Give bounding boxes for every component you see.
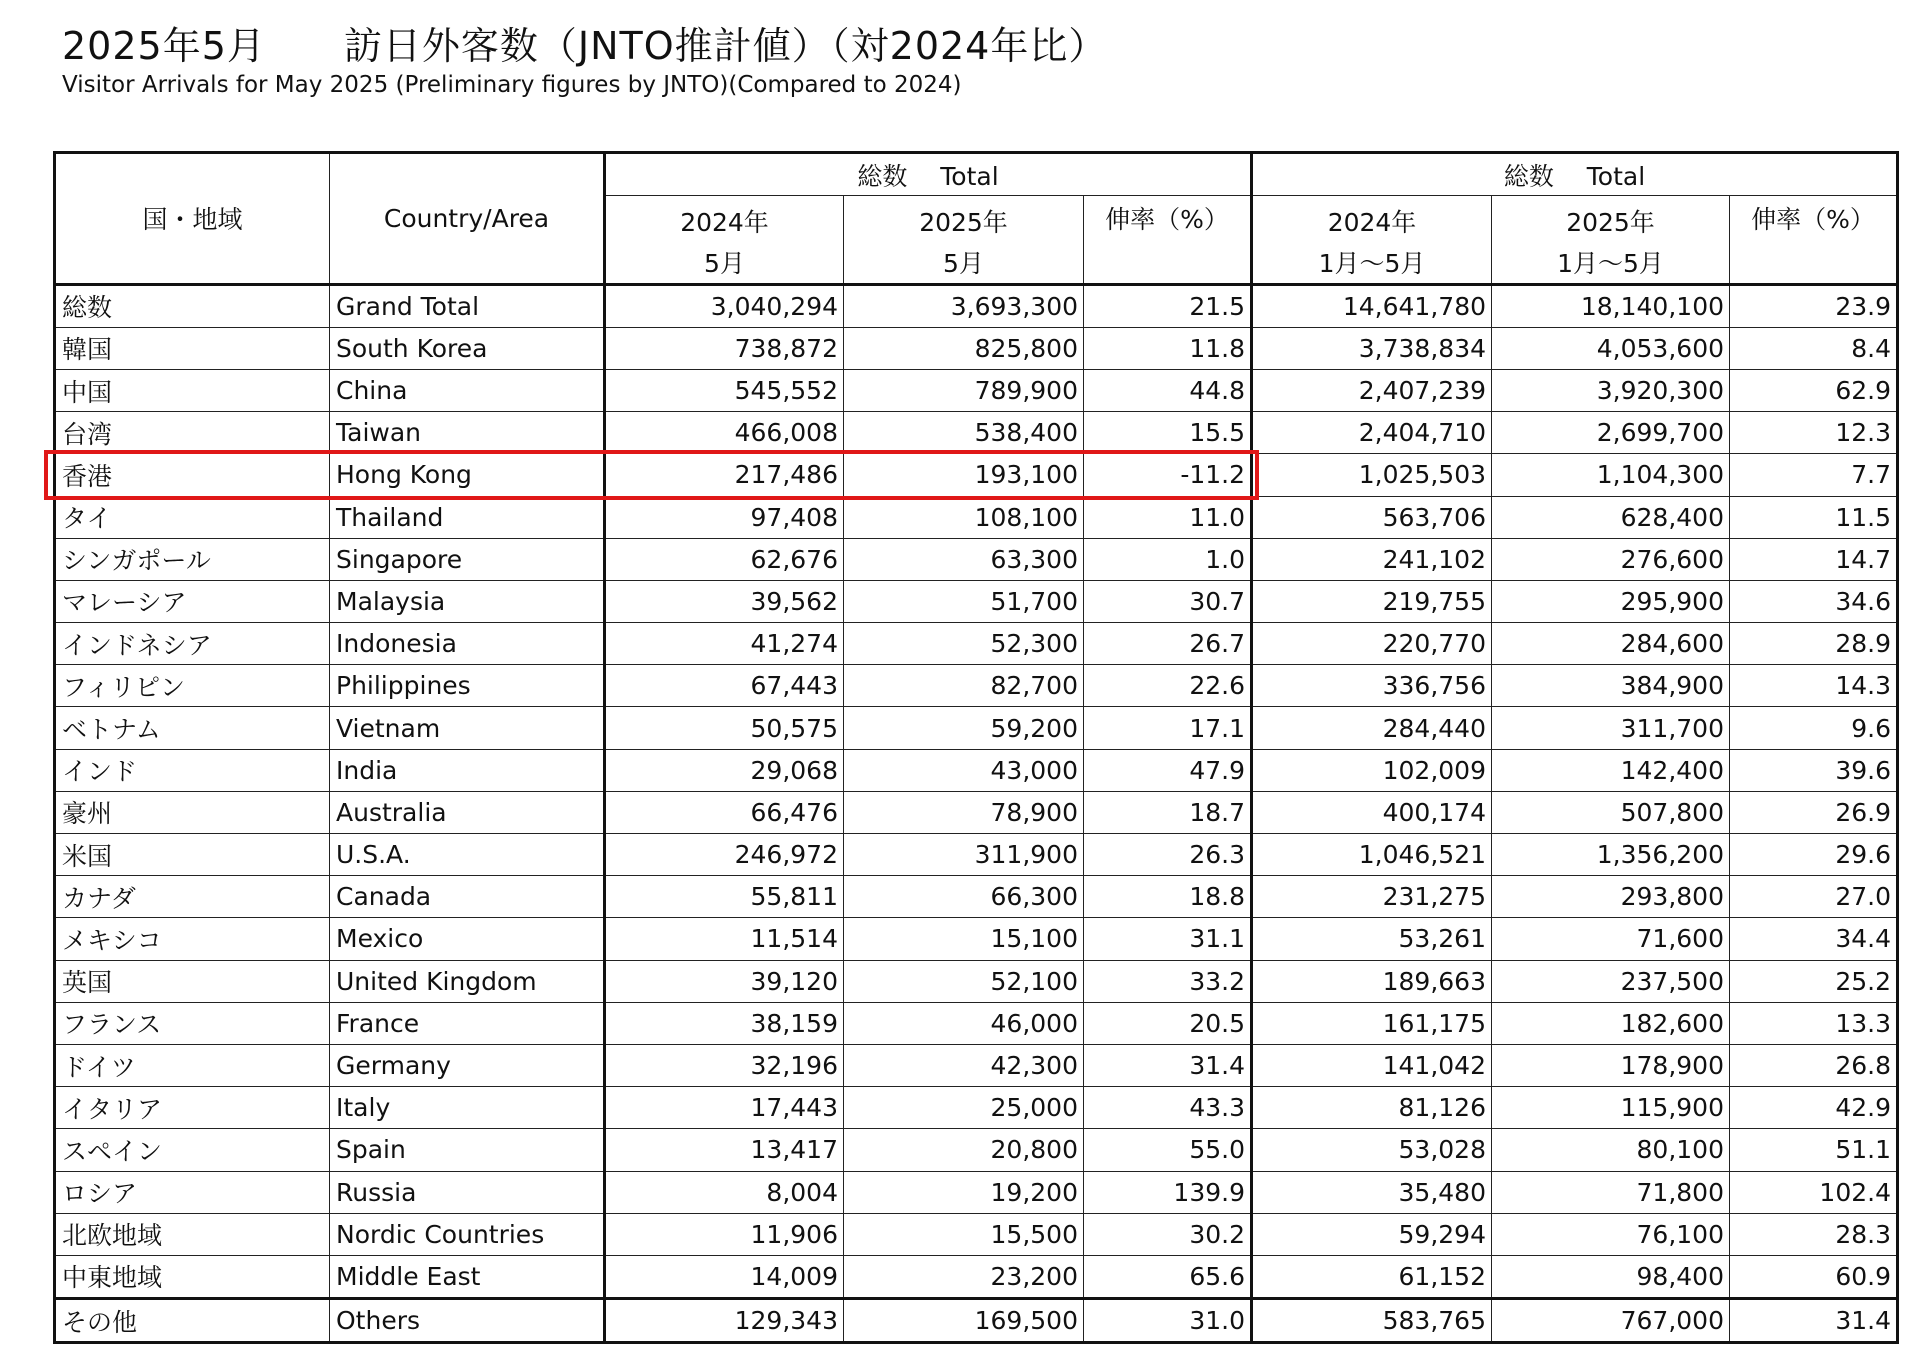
growth-ytd-cell: 13.3 xyxy=(1730,1002,1898,1044)
growth-ytd-cell: 14.3 xyxy=(1730,665,1898,707)
ytd-2024-cell: 189,663 xyxy=(1252,960,1492,1002)
ytd-2025-cell: 80,100 xyxy=(1492,1129,1730,1171)
ytd-2025-cell: 384,900 xyxy=(1492,665,1730,707)
header-ytd-2024-range: 1月～5月 xyxy=(1252,241,1492,284)
country-en-cell: Indonesia xyxy=(330,623,605,665)
growth-month-cell: 31.1 xyxy=(1084,918,1252,960)
header-may-2024-month: 5月 xyxy=(605,241,844,284)
country-en-cell: Spain xyxy=(330,1129,605,1171)
may-2025-cell: 82,700 xyxy=(844,665,1084,707)
may-2024-cell: 38,159 xyxy=(605,1002,844,1044)
growth-month-cell: 43.3 xyxy=(1084,1087,1252,1129)
ytd-2025-cell: 1,356,200 xyxy=(1492,834,1730,876)
growth-ytd-cell: 9.6 xyxy=(1730,707,1898,749)
ytd-2025-cell: 284,600 xyxy=(1492,623,1730,665)
visitor-arrivals-table xyxy=(53,151,1899,1344)
may-2025-cell: 193,100 xyxy=(844,454,1084,496)
table-row xyxy=(55,1044,1898,1086)
country-en-cell: Grand Total xyxy=(330,284,605,327)
may-2024-cell: 11,514 xyxy=(605,918,844,960)
ytd-2024-cell: 161,175 xyxy=(1252,1002,1492,1044)
country-en-cell: Australia xyxy=(330,791,605,833)
country-en-cell: Canada xyxy=(330,876,605,918)
may-2025-cell: 52,100 xyxy=(844,960,1084,1002)
growth-ytd-cell: 23.9 xyxy=(1730,284,1898,327)
ytd-2025-cell: 311,700 xyxy=(1492,707,1730,749)
may-2024-cell: 17,443 xyxy=(605,1087,844,1129)
growth-ytd-cell: 34.6 xyxy=(1730,580,1898,622)
growth-ytd-cell: 7.7 xyxy=(1730,454,1898,496)
ytd-2024-cell: 81,126 xyxy=(1252,1087,1492,1129)
country-en-cell: Mexico xyxy=(330,918,605,960)
ytd-2025-cell: 507,800 xyxy=(1492,791,1730,833)
growth-ytd-cell: 39.6 xyxy=(1730,749,1898,791)
ytd-2025-cell: 71,600 xyxy=(1492,918,1730,960)
may-2025-cell: 52,300 xyxy=(844,623,1084,665)
may-2024-cell: 3,040,294 xyxy=(605,284,844,327)
country-en-cell: U.S.A. xyxy=(330,834,605,876)
may-2025-cell: 538,400 xyxy=(844,412,1084,454)
header-growth-ytd: 伸率（%） xyxy=(1730,196,1898,284)
country-jp-cell: その他 xyxy=(55,1299,330,1343)
ytd-2024-cell: 219,755 xyxy=(1252,580,1492,622)
country-jp-cell: 中国 xyxy=(55,369,330,411)
may-2025-cell: 19,200 xyxy=(844,1171,1084,1213)
may-2025-cell: 20,800 xyxy=(844,1129,1084,1171)
growth-month-cell: 26.7 xyxy=(1084,623,1252,665)
growth-ytd-cell: 28.9 xyxy=(1730,623,1898,665)
growth-ytd-cell: 12.3 xyxy=(1730,412,1898,454)
may-2025-cell: 789,900 xyxy=(844,369,1084,411)
ytd-2025-cell: 293,800 xyxy=(1492,876,1730,918)
ytd-2025-cell: 295,900 xyxy=(1492,580,1730,622)
growth-month-cell: 15.5 xyxy=(1084,412,1252,454)
growth-ytd-cell: 26.8 xyxy=(1730,1044,1898,1086)
growth-month-cell: 1.0 xyxy=(1084,538,1252,580)
country-jp-cell: フランス xyxy=(55,1002,330,1044)
table-row xyxy=(55,412,1898,454)
may-2024-cell: 217,486 xyxy=(605,454,844,496)
may-2024-cell: 11,906 xyxy=(605,1213,844,1255)
table-row xyxy=(55,960,1898,1002)
table-row xyxy=(55,876,1898,918)
ytd-2025-cell: 628,400 xyxy=(1492,496,1730,538)
header-country-en: Country/Area xyxy=(330,153,605,285)
ytd-2024-cell: 102,009 xyxy=(1252,749,1492,791)
growth-ytd-cell: 25.2 xyxy=(1730,960,1898,1002)
growth-ytd-cell: 31.4 xyxy=(1730,1299,1898,1343)
may-2024-cell: 466,008 xyxy=(605,412,844,454)
growth-ytd-cell: 29.6 xyxy=(1730,834,1898,876)
country-jp-cell: インドネシア xyxy=(55,623,330,665)
growth-month-cell: 18.7 xyxy=(1084,791,1252,833)
country-jp-cell: カナダ xyxy=(55,876,330,918)
may-2024-cell: 14,009 xyxy=(605,1255,844,1298)
header-ytd-2025-range: 1月～5月 xyxy=(1492,241,1730,284)
title-block xyxy=(62,22,1107,98)
may-2024-cell: 545,552 xyxy=(605,369,844,411)
growth-ytd-cell: 62.9 xyxy=(1730,369,1898,411)
table-row xyxy=(55,1087,1898,1129)
header-group-total-ytd: 総数 Total xyxy=(1252,153,1898,196)
may-2025-cell: 108,100 xyxy=(844,496,1084,538)
country-jp-cell: 英国 xyxy=(55,960,330,1002)
country-jp-cell: メキシコ xyxy=(55,918,330,960)
growth-month-cell: 65.6 xyxy=(1084,1255,1252,1298)
growth-ytd-cell: 102.4 xyxy=(1730,1171,1898,1213)
country-jp-cell: ドイツ xyxy=(55,1044,330,1086)
ytd-2025-cell: 182,600 xyxy=(1492,1002,1730,1044)
table-row xyxy=(55,665,1898,707)
header-country-jp: 国・地域 xyxy=(55,153,330,285)
may-2025-cell: 78,900 xyxy=(844,791,1084,833)
country-jp-cell: フィリピン xyxy=(55,665,330,707)
country-jp-cell: 総数 xyxy=(55,284,330,327)
country-en-cell: Thailand xyxy=(330,496,605,538)
country-jp-cell: 北欧地域 xyxy=(55,1213,330,1255)
may-2024-cell: 55,811 xyxy=(605,876,844,918)
growth-month-cell: 31.4 xyxy=(1084,1044,1252,1086)
growth-ytd-cell: 28.3 xyxy=(1730,1213,1898,1255)
ytd-2024-cell: 14,641,780 xyxy=(1252,284,1492,327)
may-2025-cell: 25,000 xyxy=(844,1087,1084,1129)
may-2024-cell: 67,443 xyxy=(605,665,844,707)
ytd-2025-cell: 178,900 xyxy=(1492,1044,1730,1086)
country-en-cell: Others xyxy=(330,1299,605,1343)
country-jp-cell: ベトナム xyxy=(55,707,330,749)
ytd-2025-cell: 1,104,300 xyxy=(1492,454,1730,496)
table-row xyxy=(55,1171,1898,1213)
growth-month-cell: 55.0 xyxy=(1084,1129,1252,1171)
table-row xyxy=(55,1299,1898,1343)
country-en-cell: China xyxy=(330,369,605,411)
header-may-2025: 2025年 xyxy=(844,196,1084,242)
country-jp-cell: マレーシア xyxy=(55,580,330,622)
header-may-2025-month: 5月 xyxy=(844,241,1084,284)
ytd-2024-cell: 400,174 xyxy=(1252,791,1492,833)
may-2024-cell: 62,676 xyxy=(605,538,844,580)
may-2025-cell: 169,500 xyxy=(844,1299,1084,1343)
ytd-2024-cell: 563,706 xyxy=(1252,496,1492,538)
growth-ytd-cell: 51.1 xyxy=(1730,1129,1898,1171)
growth-month-cell: 22.6 xyxy=(1084,665,1252,707)
ytd-2024-cell: 583,765 xyxy=(1252,1299,1492,1343)
country-jp-cell: イタリア xyxy=(55,1087,330,1129)
ytd-2025-cell: 3,920,300 xyxy=(1492,369,1730,411)
table-row xyxy=(55,369,1898,411)
may-2024-cell: 39,562 xyxy=(605,580,844,622)
country-en-cell: Germany xyxy=(330,1044,605,1086)
ytd-2024-cell: 241,102 xyxy=(1252,538,1492,580)
may-2024-cell: 97,408 xyxy=(605,496,844,538)
growth-month-cell: 17.1 xyxy=(1084,707,1252,749)
ytd-2024-cell: 1,025,503 xyxy=(1252,454,1492,496)
country-en-cell: Hong Kong xyxy=(330,454,605,496)
growth-ytd-cell: 34.4 xyxy=(1730,918,1898,960)
growth-month-cell: -11.2 xyxy=(1084,454,1252,496)
country-en-cell: Vietnam xyxy=(330,707,605,749)
growth-month-cell: 30.2 xyxy=(1084,1213,1252,1255)
table-row xyxy=(55,538,1898,580)
may-2025-cell: 23,200 xyxy=(844,1255,1084,1298)
country-en-cell: Philippines xyxy=(330,665,605,707)
header-ytd-2025: 2025年 xyxy=(1492,196,1730,242)
growth-ytd-cell: 60.9 xyxy=(1730,1255,1898,1298)
country-en-cell: United Kingdom xyxy=(330,960,605,1002)
country-jp-cell: 台湾 xyxy=(55,412,330,454)
may-2024-cell: 129,343 xyxy=(605,1299,844,1343)
may-2024-cell: 66,476 xyxy=(605,791,844,833)
may-2025-cell: 311,900 xyxy=(844,834,1084,876)
growth-ytd-cell: 14.7 xyxy=(1730,538,1898,580)
table-row xyxy=(55,496,1898,538)
ytd-2024-cell: 35,480 xyxy=(1252,1171,1492,1213)
table-row xyxy=(55,284,1898,327)
ytd-2025-cell: 2,699,700 xyxy=(1492,412,1730,454)
country-en-cell: Nordic Countries xyxy=(330,1213,605,1255)
country-jp-cell: シンガポール xyxy=(55,538,330,580)
header-ytd-2024: 2024年 xyxy=(1252,196,1492,242)
ytd-2024-cell: 2,404,710 xyxy=(1252,412,1492,454)
country-en-cell: Middle East xyxy=(330,1255,605,1298)
country-jp-cell: 豪州 xyxy=(55,791,330,833)
growth-month-cell: 30.7 xyxy=(1084,580,1252,622)
may-2025-cell: 42,300 xyxy=(844,1044,1084,1086)
ytd-2024-cell: 336,756 xyxy=(1252,665,1492,707)
country-en-cell: Italy xyxy=(330,1087,605,1129)
may-2024-cell: 50,575 xyxy=(605,707,844,749)
growth-month-cell: 26.3 xyxy=(1084,834,1252,876)
country-jp-cell: 韓国 xyxy=(55,327,330,369)
ytd-2024-cell: 231,275 xyxy=(1252,876,1492,918)
may-2024-cell: 41,274 xyxy=(605,623,844,665)
growth-month-cell: 47.9 xyxy=(1084,749,1252,791)
growth-month-cell: 20.5 xyxy=(1084,1002,1252,1044)
may-2025-cell: 66,300 xyxy=(844,876,1084,918)
may-2025-cell: 15,100 xyxy=(844,918,1084,960)
ytd-2024-cell: 59,294 xyxy=(1252,1213,1492,1255)
country-jp-cell: スペイン xyxy=(55,1129,330,1171)
ytd-2024-cell: 53,028 xyxy=(1252,1129,1492,1171)
table-row xyxy=(55,1129,1898,1171)
ytd-2024-cell: 220,770 xyxy=(1252,623,1492,665)
growth-ytd-cell: 42.9 xyxy=(1730,1087,1898,1129)
ytd-2024-cell: 141,042 xyxy=(1252,1044,1492,1086)
growth-month-cell: 44.8 xyxy=(1084,369,1252,411)
growth-month-cell: 21.5 xyxy=(1084,284,1252,327)
ytd-2025-cell: 98,400 xyxy=(1492,1255,1730,1298)
table-row xyxy=(55,834,1898,876)
country-jp-cell: 中東地域 xyxy=(55,1255,330,1298)
table-row xyxy=(55,623,1898,665)
may-2024-cell: 32,196 xyxy=(605,1044,844,1086)
country-jp-cell: ロシア xyxy=(55,1171,330,1213)
may-2024-cell: 8,004 xyxy=(605,1171,844,1213)
may-2025-cell: 3,693,300 xyxy=(844,284,1084,327)
may-2024-cell: 13,417 xyxy=(605,1129,844,1171)
ytd-2024-cell: 3,738,834 xyxy=(1252,327,1492,369)
ytd-2025-cell: 18,140,100 xyxy=(1492,284,1730,327)
ytd-2025-cell: 767,000 xyxy=(1492,1299,1730,1343)
country-en-cell: Malaysia xyxy=(330,580,605,622)
country-jp-cell: インド xyxy=(55,749,330,791)
growth-ytd-cell: 27.0 xyxy=(1730,876,1898,918)
may-2025-cell: 59,200 xyxy=(844,707,1084,749)
may-2025-cell: 63,300 xyxy=(844,538,1084,580)
table-row xyxy=(55,1255,1898,1298)
table-row xyxy=(55,1213,1898,1255)
country-en-cell: Taiwan xyxy=(330,412,605,454)
growth-month-cell: 18.8 xyxy=(1084,876,1252,918)
table-row xyxy=(55,1002,1898,1044)
country-en-cell: India xyxy=(330,749,605,791)
growth-ytd-cell: 11.5 xyxy=(1730,496,1898,538)
ytd-2025-cell: 4,053,600 xyxy=(1492,327,1730,369)
may-2025-cell: 15,500 xyxy=(844,1213,1084,1255)
growth-month-cell: 139.9 xyxy=(1084,1171,1252,1213)
page-subtitle: Visitor Arrivals for May 2025 (Preliminary figures by JNTO)(Compared to 2024) xyxy=(62,72,962,98)
country-en-cell: South Korea xyxy=(330,327,605,369)
growth-ytd-cell: 26.9 xyxy=(1730,791,1898,833)
growth-month-cell: 31.0 xyxy=(1084,1299,1252,1343)
ytd-2025-cell: 115,900 xyxy=(1492,1087,1730,1129)
table-body xyxy=(55,284,1898,1343)
ytd-2024-cell: 53,261 xyxy=(1252,918,1492,960)
ytd-2025-cell: 276,600 xyxy=(1492,538,1730,580)
ytd-2024-cell: 2,407,239 xyxy=(1252,369,1492,411)
may-2024-cell: 29,068 xyxy=(605,749,844,791)
country-jp-cell: 米国 xyxy=(55,834,330,876)
may-2025-cell: 46,000 xyxy=(844,1002,1084,1044)
ytd-2024-cell: 284,440 xyxy=(1252,707,1492,749)
table-row xyxy=(55,791,1898,833)
ytd-2024-cell: 61,152 xyxy=(1252,1255,1492,1298)
ytd-2025-cell: 142,400 xyxy=(1492,749,1730,791)
ytd-2025-cell: 71,800 xyxy=(1492,1171,1730,1213)
growth-month-cell: 11.8 xyxy=(1084,327,1252,369)
table-row xyxy=(55,327,1898,369)
ytd-2024-cell: 1,046,521 xyxy=(1252,834,1492,876)
country-jp-cell: 香港 xyxy=(55,454,330,496)
table-row xyxy=(55,749,1898,791)
country-jp-cell: タイ xyxy=(55,496,330,538)
country-en-cell: France xyxy=(330,1002,605,1044)
table-row xyxy=(55,580,1898,622)
ytd-2025-cell: 76,100 xyxy=(1492,1213,1730,1255)
table-row xyxy=(55,454,1898,496)
header-growth-month: 伸率（%） xyxy=(1084,196,1252,284)
page-title: 2025年5月 訪日外客数（JNTO推計値）（対2024年比） xyxy=(62,24,1108,68)
growth-month-cell: 11.0 xyxy=(1084,496,1252,538)
growth-month-cell: 33.2 xyxy=(1084,960,1252,1002)
header-may-2024: 2024年 xyxy=(605,196,844,242)
may-2025-cell: 825,800 xyxy=(844,327,1084,369)
table-row xyxy=(55,918,1898,960)
country-en-cell: Russia xyxy=(330,1171,605,1213)
table-row xyxy=(55,707,1898,749)
may-2024-cell: 39,120 xyxy=(605,960,844,1002)
growth-ytd-cell: 8.4 xyxy=(1730,327,1898,369)
may-2025-cell: 43,000 xyxy=(844,749,1084,791)
ytd-2025-cell: 237,500 xyxy=(1492,960,1730,1002)
may-2024-cell: 738,872 xyxy=(605,327,844,369)
may-2024-cell: 246,972 xyxy=(605,834,844,876)
may-2025-cell: 51,700 xyxy=(844,580,1084,622)
country-en-cell: Singapore xyxy=(330,538,605,580)
header-group-total-month: 総数 Total xyxy=(605,153,1252,196)
